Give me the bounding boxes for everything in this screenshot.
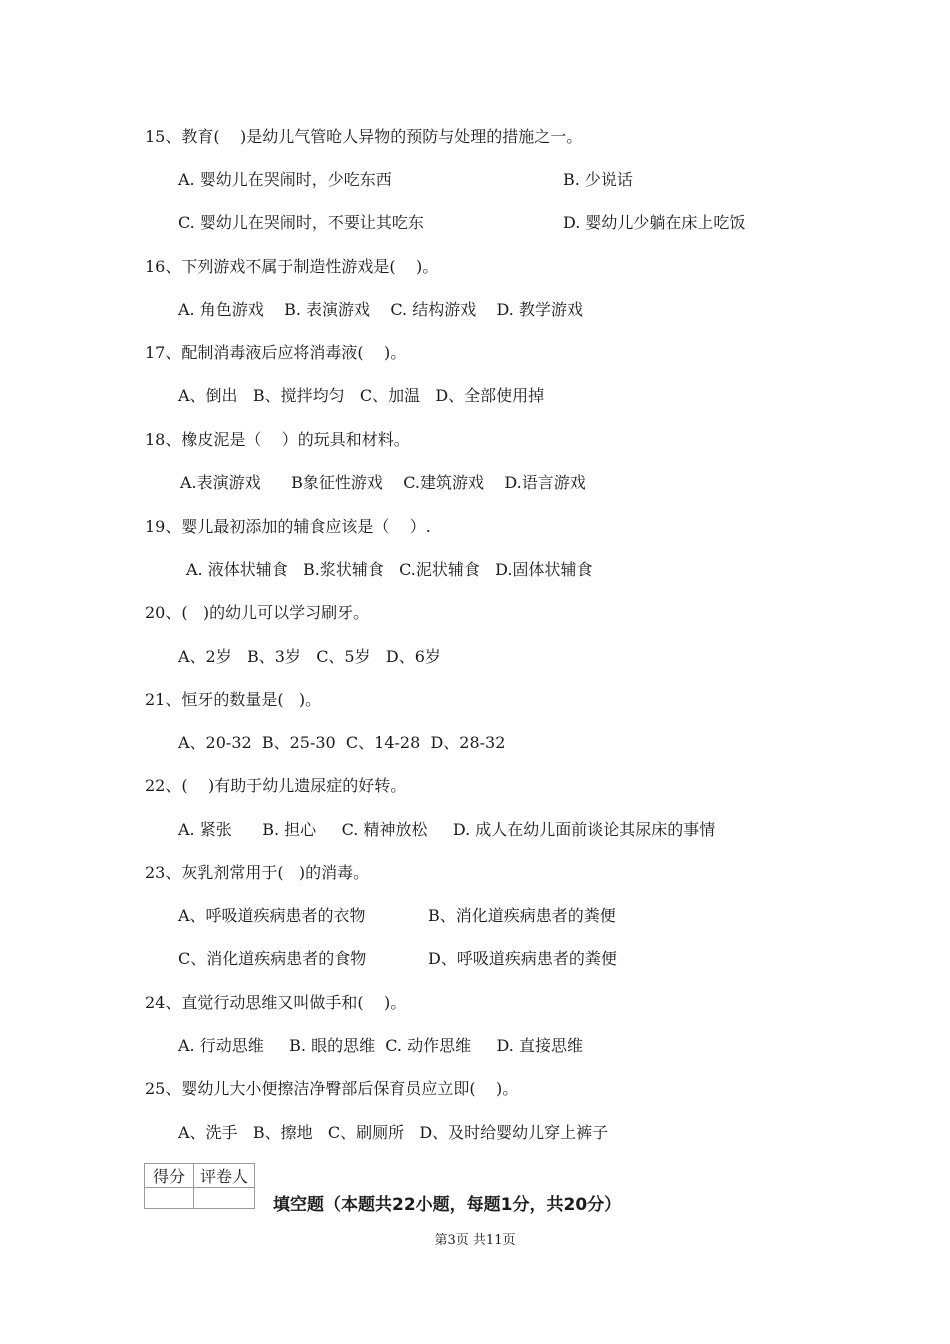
- question-18-stem: 18、橡皮泥是（ ）的玩具和材料。: [145, 430, 410, 449]
- question-23-option-a: A、呼吸道疾病患者的衣物: [178, 906, 366, 925]
- question-22-stem: 22、( )有助于幼儿遗尿症的好转。: [145, 776, 407, 795]
- question-20-stem: 20、( )的幼儿可以学习刷牙。: [145, 603, 370, 622]
- question-17-options: A、倒出 B、搅拌均匀 C、加温 D、全部使用掉: [178, 386, 545, 405]
- question-22-options: A. 紧张 B. 担心 C. 精神放松 D. 成人在幼儿面前谈论其尿床的事情: [178, 820, 716, 839]
- question-21-stem: 21、恒牙的数量是( )。: [145, 690, 322, 709]
- score-cell: [145, 1188, 194, 1209]
- question-15-option-c: C. 婴幼儿在哭闹时，不要让其吃东: [178, 213, 424, 232]
- question-15-option-a: A. 婴幼儿在哭闹时，少吃东西: [178, 170, 392, 189]
- question-24-stem: 24、直觉行动思维又叫做手和( )。: [145, 993, 407, 1012]
- question-24-options: A. 行动思维 B. 眼的思维 C. 动作思维 D. 直接思维: [178, 1036, 583, 1055]
- question-25-stem: 25、婴幼儿大小便擦洁净臀部后保育员应立即( )。: [145, 1079, 519, 1098]
- score-box: [144, 1163, 255, 1209]
- question-17-stem: 17、配制消毒液后应将消毒液( )。: [145, 343, 407, 362]
- question-21-options: A、20-32 B、25-30 C、14-28 D、28-32: [178, 733, 506, 752]
- question-23-option-d: D、呼吸道疾病患者的粪便: [428, 949, 617, 968]
- question-15-stem: 15、教育( )是幼儿气管呛人异物的预防与处理的措施之一。: [145, 127, 583, 146]
- question-25-options: A、洗手 B、擦地 C、刷厕所 D、及时给婴幼儿穿上裤子: [178, 1123, 609, 1142]
- question-15-option-b: B. 少说话: [563, 170, 633, 189]
- question-15-option-d: D. 婴幼儿少躺在床上吃饭: [563, 213, 746, 232]
- question-19-stem: 19、婴儿最初添加的辅食应该是（ ）.: [145, 517, 431, 536]
- question-23-option-c: C、消化道疾病患者的食物: [178, 949, 367, 968]
- question-16-stem: 16、下列游戏不属于制造性游戏是( )。: [145, 257, 439, 276]
- grader-cell: [194, 1188, 255, 1209]
- question-18-options: A.表演游戏 B象征性游戏 C.建筑游戏 D.语言游戏: [180, 473, 586, 492]
- question-20-options: A、2岁 B、3岁 C、5岁 D、6岁: [178, 647, 441, 666]
- section-title: 填空题（本题共22小题，每题1分，共20分）: [273, 1195, 622, 1215]
- question-23-stem: 23、灰乳剂常用于( )的消毒。: [145, 863, 370, 882]
- grader-label: 评卷人: [194, 1164, 255, 1188]
- score-label: 得分: [145, 1164, 194, 1188]
- question-19-options: A. 液体状辅食 B.浆状辅食 C.泥状辅食 D.固体状辅食: [186, 560, 593, 579]
- page-footer: 第3页 共11页: [434, 1233, 516, 1248]
- question-16-options: A. 角色游戏 B. 表演游戏 C. 结构游戏 D. 教学游戏: [178, 300, 583, 319]
- question-23-option-b: B、消化道疾病患者的粪便: [428, 906, 616, 925]
